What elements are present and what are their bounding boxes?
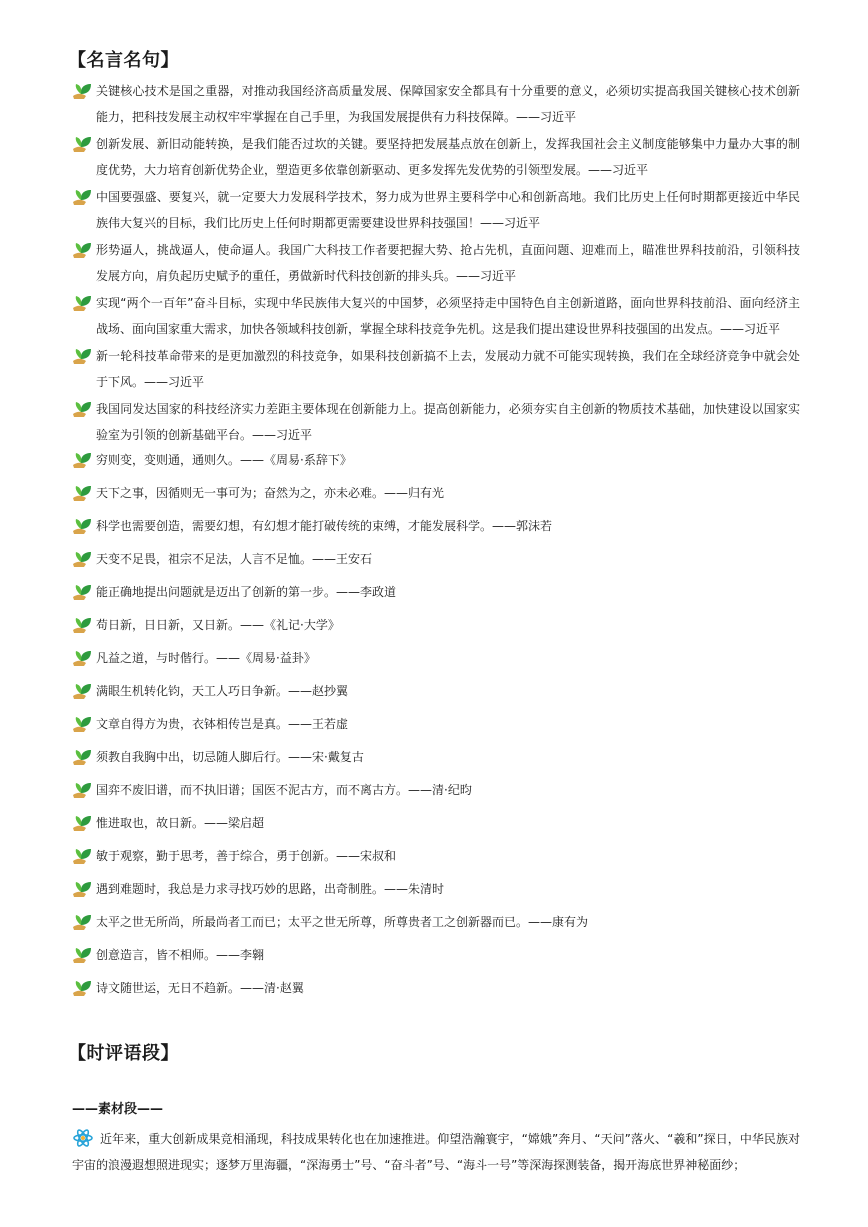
quote-item — [72, 746, 800, 768]
green-hand-leaf-icon — [72, 241, 94, 259]
quote-item — [72, 713, 800, 735]
material-paragraph — [72, 1126, 800, 1178]
quote-item — [72, 131, 800, 183]
green-hand-leaf-icon — [72, 400, 94, 418]
quote-text: 形势逼人，挑战逼人，使命逼人。我国广大科技工作者要把握大势、抢占先机，直面问题、迎难而上，瞄准世界科技前沿，引领科技发展方向，肩负起历史赋予的重任，勇做新时代科技创新的排头兵。——习近平 — [96, 243, 800, 283]
quote-text: 创新发展、新旧动能转换，是我们能否过坎的关键。要坚持把发展基点放在创新上，发挥我国社会主义制度能够集中力量办大事的制度优势，大力培育创新优势企业，塑造更多依靠创新驱动、更多发挥先发优势的引领型发展。——习近平 — [96, 137, 800, 177]
green-hand-leaf-icon — [72, 82, 94, 100]
green-hand-leaf-icon — [72, 583, 94, 601]
quote-text: 能正确地提出问题就是迈出了创新的第一步。——李政道 — [96, 585, 397, 599]
quote-text: 敏于观察，勤于思考，善于综合，勇于创新。——宋叔和 — [96, 849, 397, 863]
green-hand-leaf-icon — [72, 880, 94, 898]
quote-text: 诗文随世运，无日不趋新。——清·赵翼 — [96, 981, 304, 995]
quote-text: 关键核心技术是国之重器，对推动我国经济高质量发展、保障国家安全都具有十分重要的意义，必须切实提高我国关键核心技术创新能力，把科技发展主动权牢牢掌握在自己手里，为我国发展提供有力科技保障。——习近平 — [96, 84, 800, 124]
quote-item — [72, 845, 800, 867]
quote-text: 苟日新，日日新，又日新。——《礼记·大学》 — [96, 618, 340, 632]
quote-text: 国弈不废旧谱，而不执旧谱；国医不泥古方，而不离古方。——清·纪昀 — [96, 783, 472, 797]
quote-item — [72, 515, 800, 537]
quote-item — [72, 812, 800, 834]
green-hand-leaf-icon — [72, 946, 94, 964]
quote-text: 天变不足畏，祖宗不足法，人言不足恤。——王安石 — [96, 552, 373, 566]
green-hand-leaf-icon — [72, 188, 94, 206]
green-hand-leaf-icon — [72, 294, 94, 312]
quote-item — [72, 779, 800, 801]
quote-text: 天下之事，因循则无一事可为；奋然为之，亦未必难。——归有光 — [96, 486, 445, 500]
quote-item — [72, 581, 800, 603]
quote-item — [72, 647, 800, 669]
green-hand-leaf-icon — [72, 347, 94, 365]
green-hand-leaf-icon — [72, 748, 94, 766]
quote-text: 创意造言，皆不相师。——李翱 — [96, 948, 265, 962]
green-hand-leaf-icon — [72, 913, 94, 931]
quote-item — [72, 290, 800, 342]
quote-text: 太平之世无所尚，所最尚者工而已；太平之世无所尊，所尊贵者工之创新器而已。——康有为 — [96, 915, 589, 929]
green-hand-leaf-icon — [72, 715, 94, 733]
quote-item — [72, 449, 800, 471]
quote-item — [72, 614, 800, 636]
quote-item — [72, 78, 800, 130]
quote-item — [72, 977, 800, 999]
green-hand-leaf-icon — [72, 979, 94, 997]
quote-text: 新一轮科技革命带来的是更加激烈的科技竞争，如果科技创新搞不上去，发展动力就不可能实现转换，我们在全球经济竞争中就会处于下风。——习近平 — [96, 349, 800, 389]
green-hand-leaf-icon — [72, 682, 94, 700]
quote-list — [72, 78, 800, 1010]
quote-item — [72, 184, 800, 236]
quote-item — [72, 396, 800, 448]
quotes-section-title: 【名言名句】 — [68, 50, 179, 71]
green-hand-leaf-icon — [72, 517, 94, 535]
quote-text: 凡益之道，与时偕行。——《周易·益卦》 — [96, 651, 316, 665]
green-hand-leaf-icon — [72, 649, 94, 667]
quote-text: 须教自我胸中出，切忌随人脚后行。——宋·戴复古 — [96, 750, 364, 764]
material-text: 近年来，重大创新成果竞相涌现，科技成果转化也在加速推进。仰望浩瀚寰宇，“嫦娥”奔月、“天问”落火、“羲和”探日，中华民族对宇宙的浪漫遐想照进现实；逐梦万里海疆，“深海勇士”号、“奋斗者”号、“海斗一号”等深海探测装备，揭开海底世界神秘面纱； — [72, 1132, 800, 1172]
green-hand-leaf-icon — [72, 484, 94, 502]
green-hand-leaf-icon — [72, 135, 94, 153]
atom-icon — [72, 1129, 94, 1147]
green-hand-leaf-icon — [72, 781, 94, 799]
quote-item — [72, 482, 800, 504]
green-hand-leaf-icon — [72, 847, 94, 865]
green-hand-leaf-icon — [72, 451, 94, 469]
green-hand-leaf-icon — [72, 814, 94, 832]
quote-text: 遇到难题时，我总是力求寻找巧妙的思路，出奇制胜。——朱清时 — [96, 882, 445, 896]
quote-text: 科学也需要创造，需要幻想，有幻想才能打破传统的束缚，才能发展科学。——郭沫若 — [96, 519, 553, 533]
quote-item — [72, 911, 800, 933]
quote-item — [72, 548, 800, 570]
quote-text: 我国同发达国家的科技经济实力差距主要体现在创新能力上。提高创新能力，必须夯实自主创新的物质技术基础，加快建设以国家实验室为引领的创新基础平台。——习近平 — [96, 402, 800, 442]
quote-text: 满眼生机转化钧，天工人巧日争新。——赵抄翼 — [96, 684, 349, 698]
quote-text: 文章自得方为贵，衣钵相传岂是真。——王若虚 — [96, 717, 349, 731]
quote-text: 实现“两个一百年”奋斗目标，实现中华民族伟大复兴的中国梦，必须坚持走中国特色自主创新道路，面向世界科技前沿、面向经济主战场、面向国家重大需求，加快各领域科技创新，掌握全球科技竞争先机。这是我们提出建设世界科技强国的出发点。——习近平 — [96, 296, 800, 336]
quote-text: 惟进取也，故日新。——梁启超 — [96, 816, 265, 830]
green-hand-leaf-icon — [72, 550, 94, 568]
quote-item — [72, 680, 800, 702]
quote-text: 中国要强盛、要复兴，就一定要大力发展科学技术，努力成为世界主要科学中心和创新高地。我们比历史上任何时期都更接近中华民族伟大复兴的目标，我们比历史上任何时期都更需要建设世界科技强国！——习近平 — [96, 190, 800, 230]
quote-item — [72, 237, 800, 289]
quote-item — [72, 343, 800, 395]
quote-item — [72, 944, 800, 966]
quote-text: 穷则变，变则通，通则久。——《周易·系辞下》 — [96, 453, 352, 467]
green-hand-leaf-icon — [72, 616, 94, 634]
commentary-section-title: 【时评语段】 — [68, 1043, 179, 1064]
material-subheading: ——素材段—— — [72, 1102, 164, 1117]
quote-item — [72, 878, 800, 900]
